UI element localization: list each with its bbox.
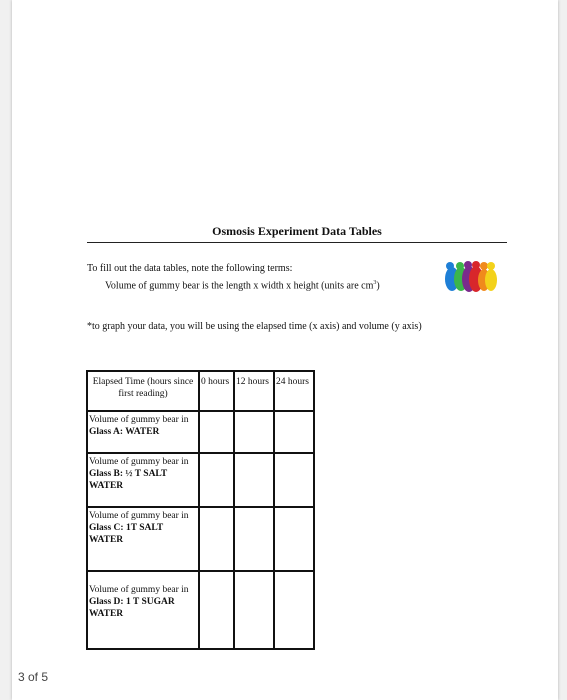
volume-definition: Volume of gummy bear is the length x width x height (units are cm xyxy=(105,280,374,292)
graph-note: *to graph your data, you will be using the elapsed time (x axis) and volume (y axis) xyxy=(87,321,422,332)
row-label-prefix: Volume of gummy bear in xyxy=(89,457,189,467)
column-header-24-hours: 24 hours xyxy=(274,371,314,411)
row-label-glass-d xyxy=(87,571,199,649)
table-cell[interactable] xyxy=(274,571,314,649)
table-header-row xyxy=(87,371,314,411)
table-cell[interactable] xyxy=(234,453,274,507)
page-counter: 3 of 5 xyxy=(18,670,49,684)
table-cell[interactable] xyxy=(234,507,274,571)
table-cell[interactable] xyxy=(199,453,234,507)
table-row xyxy=(87,453,314,507)
intro-line-2 xyxy=(87,276,380,293)
volume-definition-end: ) xyxy=(376,280,380,292)
table-cell[interactable] xyxy=(234,571,274,649)
table-cell[interactable] xyxy=(199,411,234,453)
row-label-glass: Glass B: ½ T SALT WATER xyxy=(89,469,168,491)
column-header-12-hours: 12 hours xyxy=(234,371,274,411)
table-cell[interactable] xyxy=(274,453,314,507)
row-label-glass: Glass C: 1T SALT WATER xyxy=(89,523,164,545)
intro-line-1: To fill out the data tables, note the following terms: xyxy=(87,263,293,274)
table-row xyxy=(87,411,314,453)
row-label-glass-a xyxy=(87,411,199,453)
document-title: Osmosis Experiment Data Tables xyxy=(87,224,507,243)
gummy-bears-image xyxy=(444,260,498,294)
row-label-prefix: Volume of gummy bear in xyxy=(89,415,189,425)
row-label-glass: Glass D: 1 T SUGAR WATER xyxy=(89,597,175,619)
table-cell[interactable] xyxy=(274,507,314,571)
row-label-glass-c xyxy=(87,507,199,571)
row-label-glass-b xyxy=(87,453,199,507)
table-cell[interactable] xyxy=(234,411,274,453)
table-cell[interactable] xyxy=(274,411,314,453)
document-page xyxy=(12,0,558,700)
table-cell[interactable] xyxy=(199,507,234,571)
row-label-prefix: Volume of gummy bear in xyxy=(89,511,189,521)
row-label-prefix: Volume of gummy bear in xyxy=(89,585,189,595)
table-row xyxy=(87,571,314,649)
table-header-label: Elapsed Time (hours since first reading) xyxy=(87,371,199,411)
row-label-glass: Glass A: WATER xyxy=(89,427,160,437)
table-row xyxy=(87,507,314,571)
table-cell[interactable] xyxy=(199,571,234,649)
data-table xyxy=(86,370,315,650)
cubed-superscript: 3 xyxy=(373,280,377,286)
column-header-0-hours: 0 hours xyxy=(199,371,234,411)
intro-text xyxy=(87,262,380,293)
